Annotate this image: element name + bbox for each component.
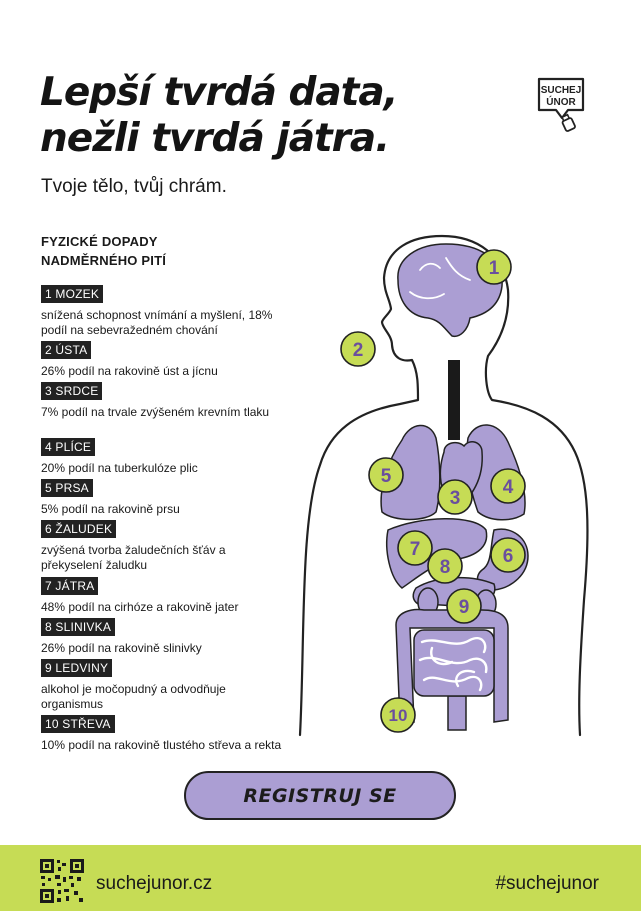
effect-tag: 7 JÁTRA bbox=[41, 577, 98, 595]
effect-tag: 9 LEDVINY bbox=[41, 659, 112, 677]
marker-10 bbox=[381, 698, 415, 732]
effect-description: 26% podíl na rakovině úst a jícnu bbox=[41, 364, 218, 378]
marker-number: 7 bbox=[409, 539, 421, 560]
marker-8 bbox=[428, 549, 462, 583]
marker-number: 1 bbox=[488, 258, 500, 279]
effect-intestines bbox=[41, 715, 286, 753]
effect-tag: 2 ÚSTA bbox=[41, 341, 91, 359]
esophagus bbox=[448, 360, 460, 440]
effect-tag: 1 MOZEK bbox=[41, 285, 103, 303]
rectum bbox=[448, 696, 466, 730]
effect-breast bbox=[41, 479, 286, 517]
marker-number: 4 bbox=[502, 477, 514, 498]
effect-tag: 4 PLÍCE bbox=[41, 438, 95, 456]
effect-lungs bbox=[41, 438, 286, 476]
marker-number: 2 bbox=[352, 340, 364, 361]
suchej-unor-logo bbox=[536, 76, 586, 136]
section-title-line-2: NADMĚRNÉHO PITÍ bbox=[41, 253, 167, 268]
headline-line-1: Lepší tvrdá data, bbox=[40, 70, 398, 115]
effect-description: 26% podíl na rakovině slinivky bbox=[41, 641, 202, 655]
marker-number: 9 bbox=[458, 597, 470, 618]
logo-text-1: SUCHEJ bbox=[540, 85, 582, 96]
logo-text-2: ÚNOR bbox=[546, 97, 576, 108]
headline bbox=[40, 70, 398, 162]
marker-number: 6 bbox=[502, 546, 514, 567]
marker-4 bbox=[491, 469, 525, 503]
marker-7 bbox=[398, 531, 432, 565]
body-illustration bbox=[290, 228, 590, 738]
effect-description: snížená schopnost vnímání a myšlení, 18% podíl na sebevražedném chování bbox=[41, 308, 273, 337]
effect-description: 20% podíl na tuberkulóze plic bbox=[41, 461, 198, 475]
headline-line-2: nežli tvrdá játra. bbox=[40, 116, 390, 161]
effect-tag: 8 SLINIVKA bbox=[41, 618, 115, 636]
marker-2 bbox=[341, 332, 375, 366]
marker-5 bbox=[369, 458, 403, 492]
effect-mouth bbox=[41, 341, 286, 379]
effect-heart bbox=[41, 382, 286, 420]
effect-description: 7% podíl na trvale zvýšeném krevním tlaku bbox=[41, 405, 270, 419]
effect-kidneys bbox=[41, 659, 286, 712]
effect-tag: 10 STŘEVA bbox=[41, 715, 115, 733]
marker-1 bbox=[477, 250, 511, 284]
marker-number: 5 bbox=[380, 466, 392, 487]
effect-liver bbox=[41, 577, 286, 615]
effect-description: alkohol je močopudný a odvodňuje organismus bbox=[41, 682, 226, 711]
effect-description: 5% podíl na rakovině prsu bbox=[41, 502, 180, 516]
section-title-line-1: FYZICKÉ DOPADY bbox=[41, 234, 158, 249]
marker-number: 8 bbox=[439, 557, 451, 578]
hashtag: #suchejunor bbox=[495, 873, 599, 894]
subtitle: Tvoje tělo, tvůj chrám. bbox=[41, 176, 227, 197]
website-link[interactable]: suchejunor.cz bbox=[96, 873, 213, 894]
effect-description: zvýšená tvorba žaludečních šťáv a překyselení žaludku bbox=[41, 543, 226, 572]
qr-code-icon[interactable] bbox=[40, 859, 84, 903]
marker-6 bbox=[491, 538, 525, 572]
register-button[interactable]: REGISTRUJ SE bbox=[184, 771, 456, 820]
effect-pancreas bbox=[41, 618, 286, 656]
effect-brain bbox=[41, 285, 286, 338]
effect-description: 10% podíl na rakovině tlustého střeva a rekta bbox=[41, 738, 282, 752]
effect-tag: 6 ŽALUDEK bbox=[41, 520, 116, 538]
marker-9 bbox=[447, 589, 481, 623]
effect-tag: 3 SRDCE bbox=[41, 382, 102, 400]
section-title bbox=[41, 232, 166, 270]
marker-number: 10 bbox=[388, 706, 408, 725]
effect-stomach bbox=[41, 520, 286, 573]
effect-tag: 5 PRSA bbox=[41, 479, 93, 497]
effect-description: 48% podíl na cirhóze a rakovině jater bbox=[41, 600, 239, 614]
marker-3 bbox=[438, 480, 472, 514]
marker-number: 3 bbox=[449, 488, 461, 509]
